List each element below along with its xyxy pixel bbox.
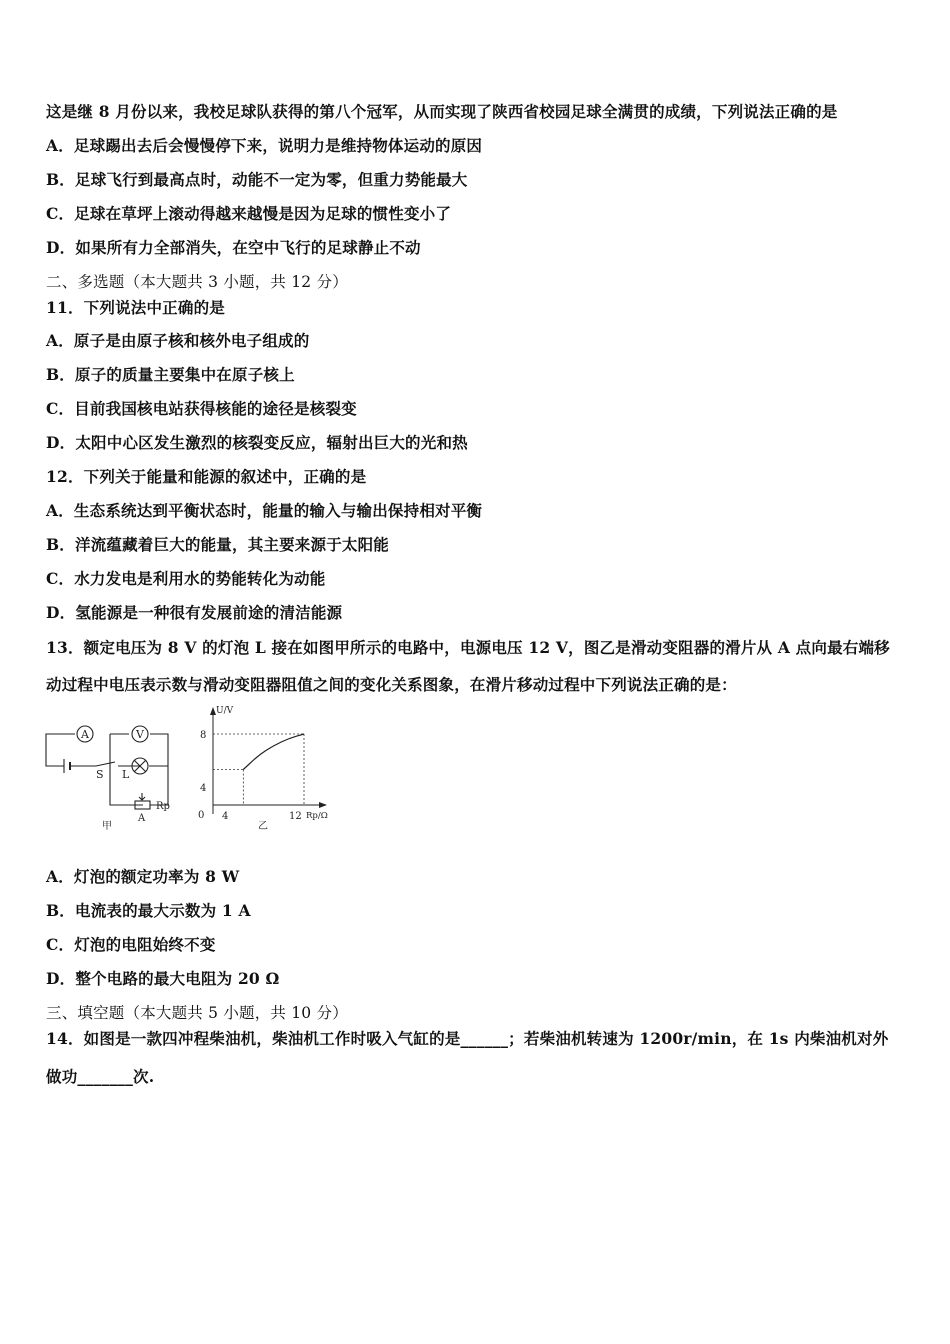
q10-option-c: C．足球在草坪上滚动得越来越慢是因为足球的惯性变小了 <box>46 204 452 223</box>
graph-origin-label: 0 <box>198 810 205 821</box>
q10-option-d: D．如果所有力全部消失，在空中飞行的足球静止不动 <box>46 238 421 257</box>
q12-option-d: D．氢能源是一种很有发展前途的清洁能源 <box>46 603 343 622</box>
q11-option-a: A．原子是由原子核和核外电子组成的 <box>46 331 310 350</box>
question-14-stem-2: 做功_______次. <box>46 1067 155 1086</box>
graph-x-tick-4: 4 <box>222 811 229 822</box>
graph-x-tick-12: 12 <box>289 811 302 822</box>
q12-option-b: B．洋流蕴藏着巨大的能量，其主要来源于太阳能 <box>46 535 390 554</box>
graph-caption: 乙 <box>258 821 268 832</box>
question-11-stem: 11．下列说法中正确的是 <box>46 298 225 317</box>
q10-option-b: B．足球飞行到最高点时，动能不一定为零，但重力势能最大 <box>46 170 468 189</box>
q10-option-a: A．足球踢出去后会慢慢停下来，说明力是维持物体运动的原因 <box>46 136 483 155</box>
question-14-stem-1: 14．如图是一款四冲程柴油机，柴油机工作时吸入气缸的是______；若柴油机转速为 1200r/min，在 1s 内柴油机对外 <box>46 1029 889 1048</box>
graph-y-tick-4: 4 <box>200 783 207 794</box>
circuit-caption: 甲 <box>102 821 112 832</box>
question-12-stem: 12．下列关于能量和能源的叙述中，正确的是 <box>46 467 367 486</box>
circuit-diagram <box>46 726 168 809</box>
graph-diagram <box>198 706 328 832</box>
section-2-heading: 二、多选题（本大题共 3 小题，共 12 分） <box>46 273 348 291</box>
rheostat-point-label: A <box>138 813 146 824</box>
q11-option-d: D．太阳中心区发生激烈的核裂变反应，辐射出巨大的光和热 <box>46 433 468 452</box>
q13-option-c: C．灯泡的电阻始终不变 <box>46 935 216 954</box>
q12-option-c: C．水力发电是利用水的势能转化为动能 <box>46 569 326 588</box>
question-13-stem-1: 13．额定电压为 8 V 的灯泡 L 接在如图甲所示的电路中，电源电压 12 V，图乙是滑动变阻器的滑片从 A 点向最右端移 <box>46 638 890 657</box>
rheostat-label: Rp <box>156 801 170 812</box>
graph-x-label: Rp/Ω <box>306 811 328 821</box>
lamp-label: L <box>122 768 130 781</box>
q12-option-a: A．生态系统达到平衡状态时，能量的输入与输出保持相对平衡 <box>46 501 483 520</box>
q13-option-d: D．整个电路的最大电阻为 20 Ω <box>46 969 280 988</box>
figure-svg <box>40 702 340 832</box>
section-3-heading: 三、填空题（本大题共 5 小题，共 10 分） <box>46 1004 348 1022</box>
q13-option-b: B．电流表的最大示数为 1 A <box>46 901 251 920</box>
switch-label: S <box>96 768 104 781</box>
question-13-figure <box>40 702 340 832</box>
graph-y-tick-8: 8 <box>200 730 207 741</box>
graph-guides <box>213 734 304 805</box>
q11-option-b: B．原子的质量主要集中在原子核上 <box>46 365 295 384</box>
ammeter-label: A <box>81 728 89 741</box>
graph-x-arrow <box>319 802 327 808</box>
rheostat-slider <box>139 793 145 800</box>
graph-y-label: U/V <box>216 706 234 716</box>
graph-curve <box>243 734 304 770</box>
question-10-stem-tail: 这是继 8 月份以来，我校足球队获得的第八个冠军，从而实现了陕西省校园足球全满贯的成绩，下列说法正确的是 <box>46 102 838 121</box>
q11-option-c: C．目前我国核电站获得核能的途径是核裂变 <box>46 399 357 418</box>
question-13-stem-2: 动过程中电压表示数与滑动变阻器阻值之间的变化关系图象，在滑片移动过程中下列说法正确的是： <box>46 675 737 694</box>
q13-option-a: A．灯泡的额定功率为 8 W <box>46 867 240 886</box>
circuit-labels <box>80 728 170 832</box>
voltmeter-label: V <box>136 728 144 741</box>
